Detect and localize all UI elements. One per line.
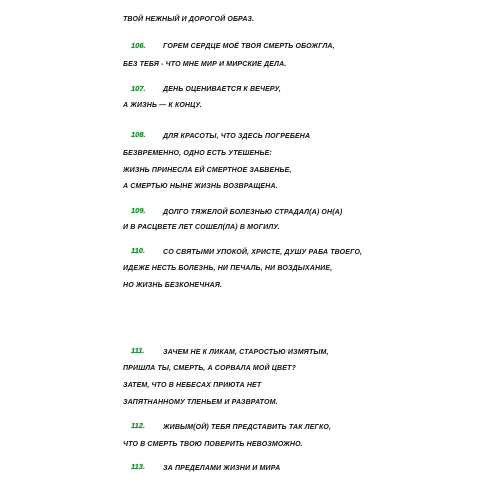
epitaph-line: И В РАСЦВЕТЕ ЛЕТ СОШЕЛ(ЛА) В МОГИЛУ. [123, 224, 280, 231]
epitaph-line: А СМЕРТЬЮ НЫНЕ ЖИЗНЬ ВОЗВРАЩЕНА. [123, 183, 278, 190]
epitaph-line: ПРИШЛА ТЫ, СМЕРТЬ, А СОРВАЛА МОЙ ЦВЕТ? [123, 365, 296, 372]
epitaph-line: СО СВЯТЫМИ УПОКОЙ, ХРИСТЕ, ДУШУ РАБА ТВОЕГО, [163, 249, 363, 256]
epitaph-line: ЗА ПРЕДЕЛАМИ ЖИЗНИ И МИРА [163, 465, 281, 472]
epitaph-line: БЕЗВРЕМЕННО, ОДНО ЕСТЬ УТЕШЕНЬЕ: [123, 150, 272, 157]
epitaph-number-111: 111. [131, 346, 145, 355]
epitaph-line: ИДЕЖЕ НЕСТЬ БОЛЕЗНЬ, НИ ПЕЧАЛЬ, НИ ВОЗДЫХАНИЕ, [123, 265, 333, 272]
epitaph-line: А ЖИЗНЬ — К КОНЦУ. [123, 102, 202, 109]
epitaph-line: ЧТО В СМЕРТЬ ТВОЮ ПОВЕРИТЬ НЕВОЗМОЖНО. [123, 441, 303, 448]
epitaph-number-108: 108. [131, 130, 146, 139]
epitaph-line: НО ЖИЗНЬ БЕЗКОНЕЧНАЯ. [123, 282, 223, 289]
epitaph-line: ТВОЙ НЕЖНЫЙ И ДОРОГОЙ ОБРАЗ. [123, 16, 255, 23]
epitaph-number-113: 113. [131, 462, 146, 471]
epitaph-line: ЖИЗНЬ ПРИНЕСЛА ЕЙ СМЕРТНОЕ ЗАБВЕНЬЕ, [123, 167, 292, 174]
epitaph-number-109: 109. [131, 206, 146, 215]
epitaph-number-112: 112. [131, 421, 146, 430]
epitaph-number-110: 110. [131, 246, 146, 255]
epitaph-line: ЖИВЫМ(ОЙ) ТЕБЯ ПРЕДСТАВИТЬ ТАК ЛЕГКО, [163, 424, 332, 431]
epitaph-line: БЕЗ ТЕБЯ - ЧТО МНЕ МИР И МИРСКИЕ ДЕЛА. [123, 61, 287, 68]
epitaph-line: ЗАПЯТНАННОМУ ТЛЕНЬЕМ И РАЗВРАТОМ. [123, 399, 278, 406]
epitaph-line: ДЛЯ КРАСОТЫ, ЧТО ЗДЕСЬ ПОГРЕБЕНА [163, 133, 311, 140]
epitaph-number-107: 107. [131, 84, 146, 93]
epitaph-line: ДОЛГО ТЯЖЕЛОЙ БОЛЕЗНЬЮ СТРАДАЛ(А) ОН(А) [163, 209, 343, 216]
epitaph-line: ЗАЧЕМ НЕ К ЛИКАМ, СТАРОСТЬЮ ИЗМЯТЫМ, [163, 349, 329, 356]
epitaph-number-106: 106. [131, 41, 146, 50]
epitaph-line: ГОРЕМ СЕРДЦЕ МОЁ ТВОЯ СМЕРТЬ ОБОЖГЛА, [163, 43, 335, 50]
epitaph-line: ЗАТЕМ, ЧТО В НЕБЕСАХ ПРИЮТА НЕТ [123, 382, 262, 389]
epitaph-line: ДЕНЬ ОЦЕНИВАЕТСЯ К ВЕЧЕРУ, [163, 86, 281, 93]
